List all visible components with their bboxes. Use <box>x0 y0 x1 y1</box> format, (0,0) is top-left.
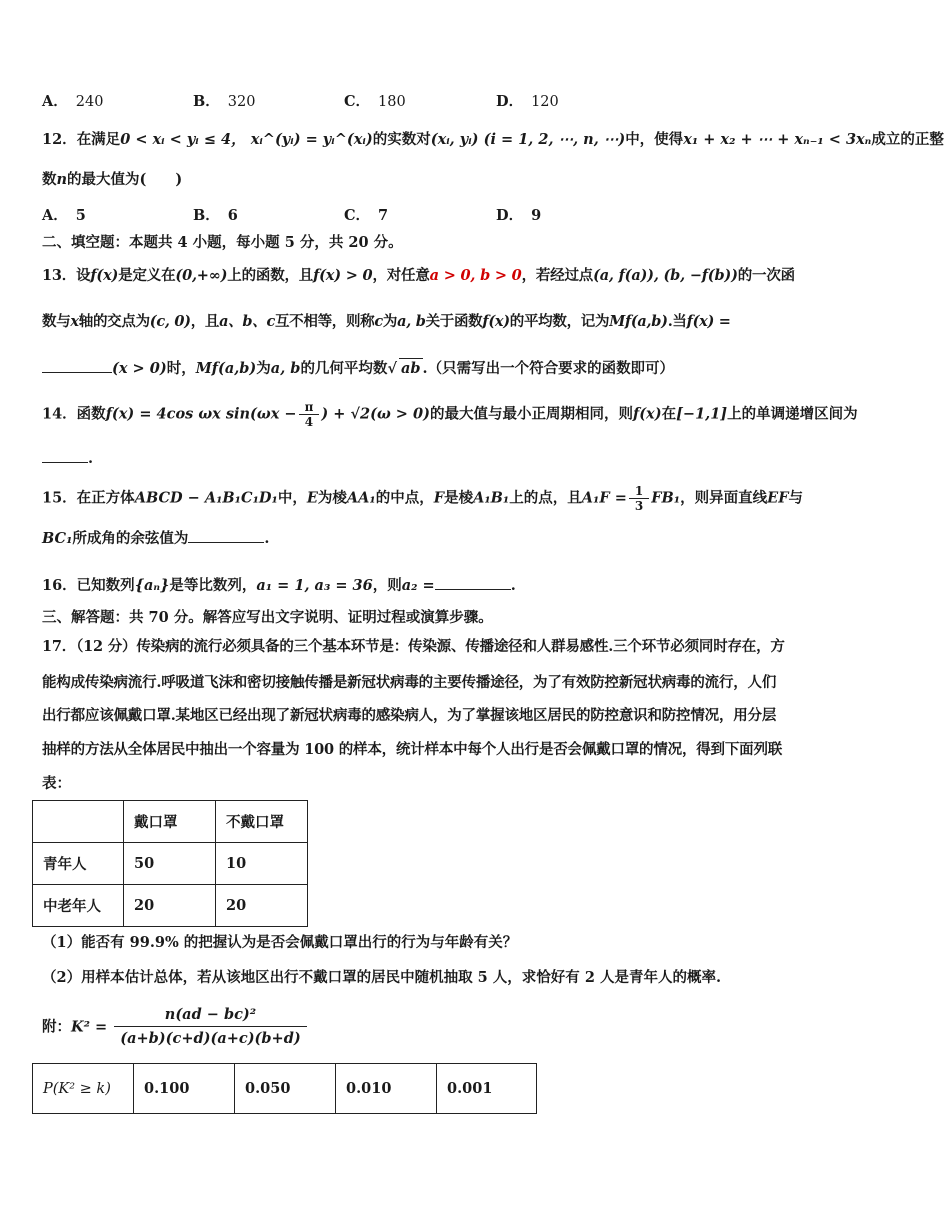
q12-line-2: 数n的最大值为( ) <box>42 171 183 188</box>
table-cell: P(K² ≥ k) <box>33 1064 134 1114</box>
table-cell: 中老年人 <box>33 885 124 927</box>
q11-option-c: C． 180 <box>344 93 406 110</box>
q11-option-d: D． 120 <box>496 93 559 110</box>
q17-line-1: 17．（12 分）传染病的流行必须具备的三个基本环节是：传染源、传播途径和人群易感性.三个环节必须同时存在，方 <box>42 638 785 655</box>
q16-answer-blank[interactable] <box>435 575 511 590</box>
q13-line-2: 数与x轴的交点为(c, 0)，且a、b、c互不相等，则称c为a, b关于函数f(x)的平均数，记为Mf(a,b).当f(x) = <box>42 313 731 330</box>
q17-line-2: 能构成传染病流行.呼吸道飞沫和密切接触传播是新冠状病毒的主要传播途径，为了有效防控新冠状病毒的流行，人们 <box>42 674 777 691</box>
q12-option-a: A． 5 <box>42 207 86 224</box>
q17-line-5: 表： <box>42 775 71 792</box>
q17-subquestion-1: （1）能否有 99.9% 的把握认为是否会佩戴口罩出行的行为与年龄有关？ <box>42 934 518 951</box>
q14-answer-blank[interactable] <box>42 448 88 463</box>
table-row <box>33 843 308 885</box>
section-2-heading: 二、填空题：本题共 4 小题，每小题 5 分，共 20 分。 <box>42 234 403 251</box>
table-cell: 戴口罩 <box>124 801 216 843</box>
table-cell: 不戴口罩 <box>216 801 308 843</box>
table-header-row <box>33 801 308 843</box>
q15-line-2: BC₁所成角的余弦值为 . <box>42 530 270 547</box>
q17-line-4: 抽样的方法从全体居民中抽出一个容量为 100 的样本，统计样本中每个人出行是否会佩戴口罩的情况，得到下面列联 <box>42 741 783 758</box>
q12-line-1: 12．在满足0 < xᵢ < yᵢ ≤ 4， xᵢ^(yᵢ) = yᵢ^(xᵢ)的实数对(xᵢ, yᵢ) (i = 1, 2, ⋯, n, ⋯)中，使得x₁ + x₂ + ⋯ + xₙ₋₁ < 3xₙ成立的正整 <box>42 131 944 148</box>
contingency-table <box>32 800 308 927</box>
table-cell <box>33 801 124 843</box>
section-3-heading: 三、解答题：共 70 分。解答应写出文字说明、证明过程或演算步骤。 <box>42 609 493 626</box>
q12-option-c: C． 7 <box>344 207 389 224</box>
q15-line-1: 15．在正方体ABCD − A₁B₁C₁D₁中，E为棱AA₁的中点，F是棱A₁B₁上的点，且A₁F = $\frac{1}{3}$ FB₁，则异面直线EF与 <box>42 484 804 513</box>
q17-line-3: 出行都应该佩戴口罩.某地区已经出现了新冠状病毒的感染病人，为了掌握该地区居民的防控意识和防控情况，用分层 <box>42 707 777 724</box>
table-cell: 20 <box>124 885 216 927</box>
table-row <box>33 1064 537 1114</box>
q11-option-a: A． 240 <box>42 93 104 110</box>
q15-answer-blank[interactable] <box>188 528 264 543</box>
critical-value-table <box>32 1063 537 1114</box>
chi-square-formula: 附：K² = $\frac{\text{n(ad − bc)²}}{(a+b)(c+d)(a+c)(b+d)}$ <box>42 1004 828 1051</box>
q17-subquestion-2: （2）用样本估计总体，若从该地区出行不戴口罩的居民中随机抽取 5 人，求恰好有 2 人是青年人的概率. <box>42 969 722 986</box>
table-cell: 0.050 <box>235 1064 336 1114</box>
table-cell: 0.100 <box>134 1064 235 1114</box>
q12-option-b: B． 6 <box>193 207 238 224</box>
q16-line: 16．已知数列{aₙ}是等比数列，a₁ = 1, a₃ = 36，则a₂ = . <box>42 577 516 594</box>
q13-line-3: (x > 0)时，Mf(a,b)为a, b的几何平均数√ ab .（只需写出一个符合要求的函数即可） <box>42 358 828 379</box>
q14-line-2: . <box>42 448 828 469</box>
table-cell: 0.010 <box>336 1064 437 1114</box>
table-cell: 0.001 <box>437 1064 537 1114</box>
q13-line-1: 13．设f(x)是定义在(0,+∞)上的函数，且f(x) > 0，对任意a > 0, b > 0，若经过点(a, f(a)), (b, −f(b))的一次函 <box>42 267 795 284</box>
table-cell: 青年人 <box>33 843 124 885</box>
q13-answer-blank[interactable] <box>42 358 112 373</box>
table-row <box>33 885 308 927</box>
table-cell: 50 <box>124 843 216 885</box>
q11-option-b: B． 320 <box>193 93 256 110</box>
q12-option-d: D． 9 <box>496 207 542 224</box>
q14-line-1: 14．函数f(x) = 4cos ωx sin(ωx − $\frac{\pi}{4}$ ) + √2(ω > 0)的最大值与最小正周期相同，则f(x)在[−1,1]上的单调递增区间为 <box>42 400 858 429</box>
table-cell: 10 <box>216 843 308 885</box>
table-cell: 20 <box>216 885 308 927</box>
